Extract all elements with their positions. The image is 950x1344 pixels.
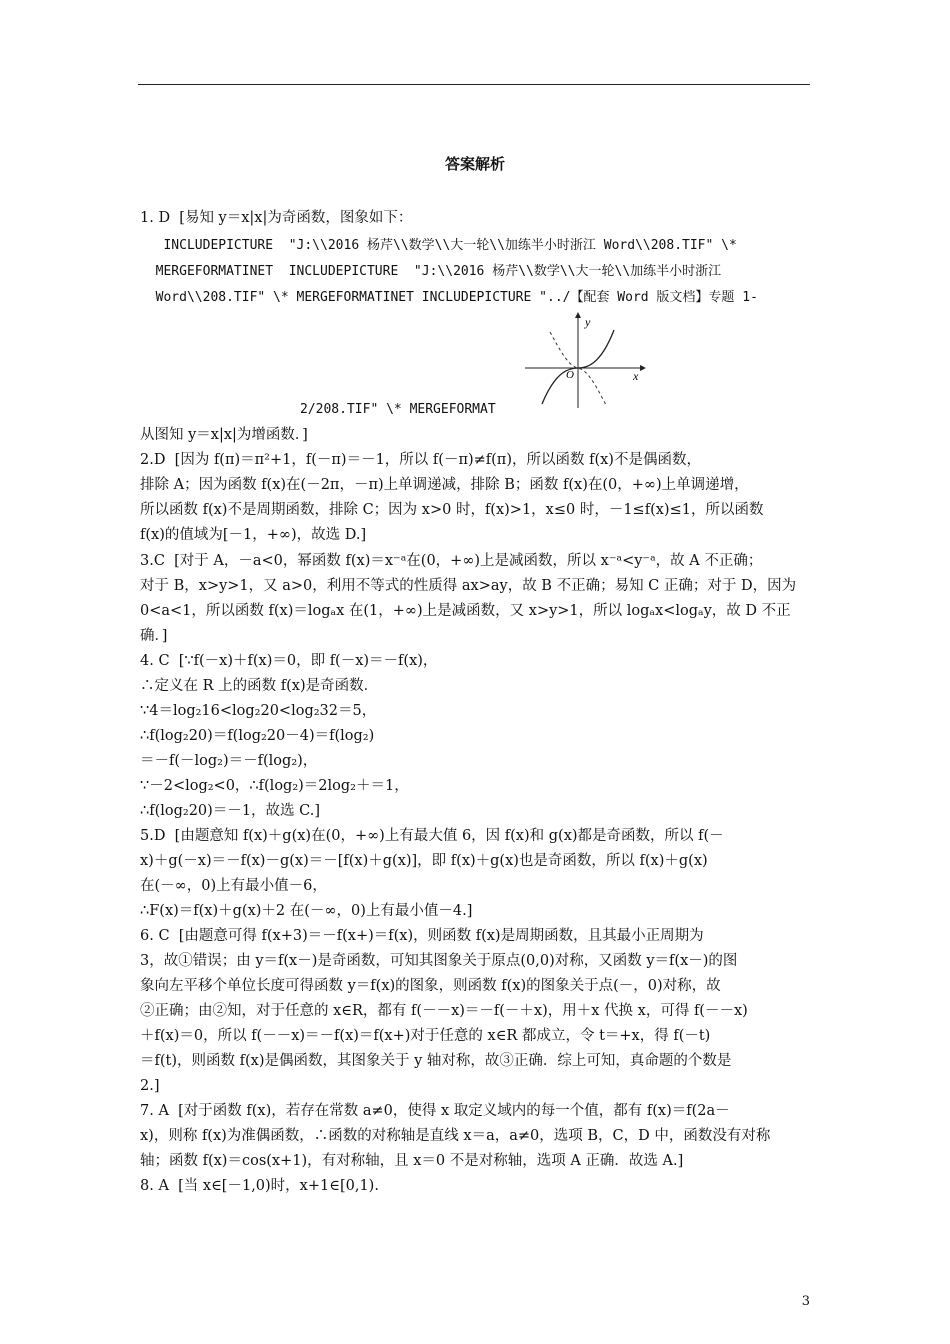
text-line: 在(－∞，0)上有最小值－6， <box>140 878 327 894</box>
y-axis-label: y <box>585 315 591 329</box>
text-line: 对于 B，x>y>1，又 a>0，利用不等式的性质得 ax>ay，故 B 不正确；易知 C 正确；对于 D，因为 <box>140 578 797 594</box>
text-line: 3.C [对于 A，－a<0，幂函数 f(x)＝x⁻ᵃ在(0，+∞)上是减函数，所以 x⁻ᵃ<y⁻ᵃ，故 A 不正确； <box>140 553 763 569</box>
text-line: INCLUDEPICTURE "J:\\2016 杨芹\\数学\\大一轮\\加练半小时浙江 Word\\208.TIF" \* <box>140 238 737 253</box>
text-line: ∴f(log₂20)＝f(log₂20－4)＝f(log₂) <box>140 728 375 744</box>
text-line: ＝－f(－log₂)＝－f(log₂)， <box>140 753 318 769</box>
text-line: ＝f(t)，则函数 f(x)是偶函数，其图象关于 y 轴对称，故③正确．综上可知，真命题的个数是 <box>140 1053 732 1069</box>
text-line: 确．] <box>140 628 168 644</box>
text-line: 3，故①错误；由 y＝f(x－)是奇函数，可知其图象关于原点(0,0)对称，又函数 y＝f(x－)的图 <box>140 953 738 969</box>
text-line: x)＋g(－x)＝－f(x)－g(x)＝－[f(x)＋g(x)]，即 f(x)＋g(x)也是奇函数，所以 f(x)＋g(x) <box>140 853 708 869</box>
text-line: x)，则称 f(x)为准偶函数，∴函数的对称轴是直线 x＝a，a≠0，选项 B，C，D 中，函数没有对称 <box>140 1128 771 1144</box>
page-number: 3 <box>801 1294 810 1309</box>
text-line: 象向左平移个单位长度可得函数 y＝f(x)的图象，则函数 f(x)的图象关于点(－，0)对称，故 <box>140 978 721 994</box>
text-line: 轴；函数 f(x)＝cos(x+1)，有对称轴，且 x＝0 不是对称轴，选项 A 正确．故选 A.] <box>140 1153 684 1169</box>
x-axis-label: x <box>633 369 639 383</box>
text-line: 4. C [∵f(－x)＋f(x)＝0，即 f(－x)＝－f(x)， <box>140 653 438 669</box>
text-line: 1. D [易知 y＝x|x|为奇函数，图象如下： <box>140 210 413 226</box>
text-line: 排除 A；因为函数 f(x)在(－2π，－π)上单调递减，排除 B；函数 f(x)在(0，+∞)上单调递增， <box>140 477 749 493</box>
text-line: ＋f(x)＝0，所以 f(－－x)＝－f(x)＝f(x+)对于任意的 x∈R 都成立，令 t＝+x，得 f(－t) <box>140 1028 711 1044</box>
text-line: ∴定义在 R 上的函数 f(x)是奇函数． <box>140 678 379 694</box>
text-line: 从图知 y＝x|x|为增函数．] <box>140 427 308 443</box>
header-rule <box>138 84 810 85</box>
cubic-graph-figure <box>520 310 650 410</box>
text-line: 8. A [当 x∈[－1,0)时，x+1∈[0,1). <box>140 1178 379 1194</box>
text-line: 6. C [由题意可得 f(x+3)＝－f(x+)＝f(x)，则函数 f(x)是周期函数，且其最小正周期为 <box>140 928 704 944</box>
text-line: 5.D [由题意知 f(x)＋g(x)在(0，+∞)上有最大值 6，因 f(x)和 g(x)都是奇函数，所以 f(－ <box>140 828 724 844</box>
text-line: MERGEFORMATINET INCLUDEPICTURE "J:\\2016 杨芹\\数学\\大一轮\\加练半小时浙江 <box>140 264 722 279</box>
origin-label: O <box>566 369 574 381</box>
text-line: ②正确；由②知，对于任意的 x∈R，都有 f(－－x)＝－f(－＋x)，用＋x 代换 x，可得 f(－－x) <box>140 1003 748 1019</box>
text-line: 7. A [对于函数 f(x)，若存在常数 a≠0，使得 x 取定义域内的每一个值，都有 f(x)＝f(2a－ <box>140 1103 730 1119</box>
text-line: 0<a<1，所以函数 f(x)＝logₐx 在(1，+∞)上是减函数，又 x>y>1，所以 logₐx<logₐy，故 D 不正 <box>140 603 791 619</box>
text-line: f(x)的值域为[－1，+∞)，故选 D.] <box>140 527 367 543</box>
text-line: ∴F(x)＝f(x)＋g(x)＋2 在(－∞，0)上有最小值－4.] <box>140 903 473 919</box>
text-line: 2.D [因为 f(π)＝π²+1，f(－π)＝－1，所以 f(－π)≠f(π)，所以函数 f(x)不是偶函数， <box>140 452 701 468</box>
text-line: 所以函数 f(x)不是周期函数，排除 C；因为 x>0 时，f(x)>1，x≤0 时，－1≤f(x)≤1，所以函数 <box>140 502 764 518</box>
text-line: ∴f(log₂20)＝－1，故选 C.] <box>140 803 320 819</box>
page-title: 答案解析 <box>444 155 505 173</box>
text-line: 2.] <box>140 1078 160 1094</box>
y-axis-arrow <box>575 312 581 318</box>
text-line: Word\\208.TIF" \* MERGEFORMATINET INCLUDEPICTURE "../【配套 Word 版文档】专题 1- <box>140 290 758 305</box>
x-axis-arrow <box>640 365 646 371</box>
text-line: 2/208.TIF" \* MERGEFORMAT <box>300 402 496 417</box>
text-line: ∵－2<log₂<0，∴f(log₂)＝2log₂＋＝1， <box>140 778 409 794</box>
text-line: ∵4＝log₂16<log₂20<log₂32＝5， <box>140 703 377 719</box>
